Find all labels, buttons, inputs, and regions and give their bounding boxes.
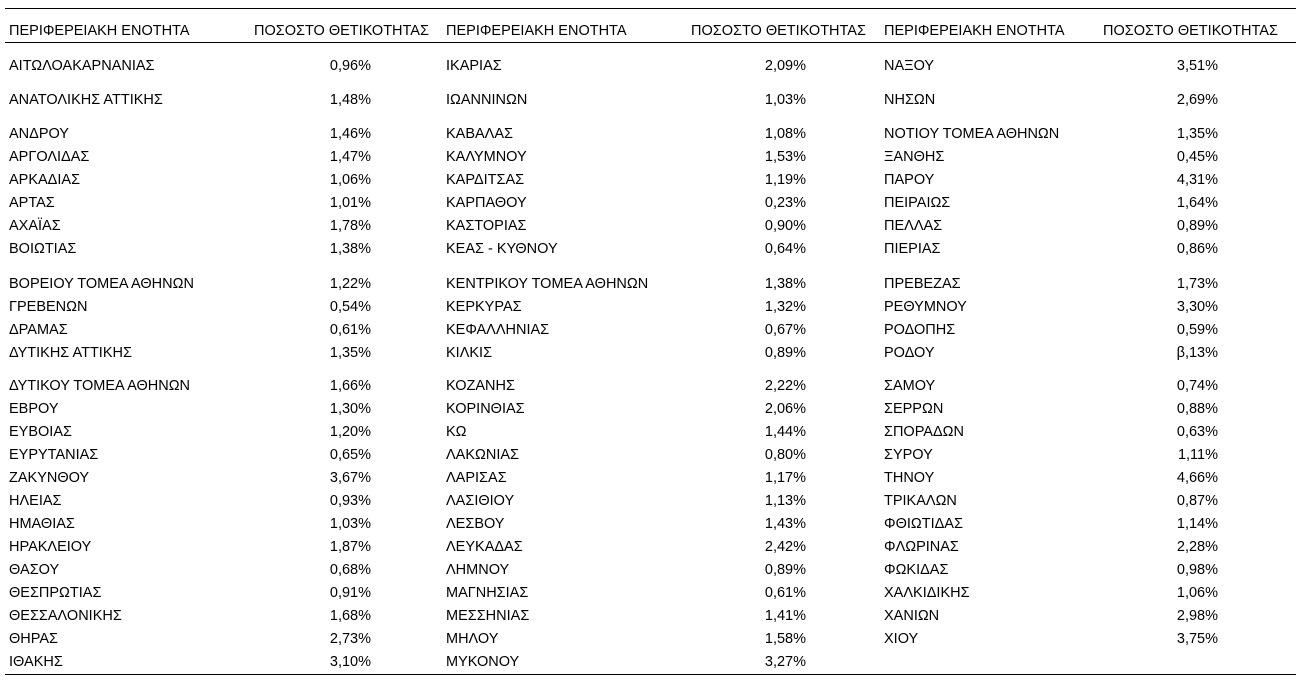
region-name: ΣΑΜΟΥ <box>884 378 936 394</box>
positivity-rate: 0,54% <box>329 299 371 315</box>
region-name: ΗΛΕΙΑΣ <box>9 493 62 509</box>
positivity-rate: 0,91% <box>329 585 371 601</box>
region-name: ΚΕΝΤΡΙΚΟΥ ΤΟΜΕΑ ΑΘΗΝΩΝ <box>446 276 649 292</box>
positivity-rate: 2,06% <box>764 401 806 417</box>
region-name: ΜΗΛΟΥ <box>446 631 499 647</box>
region-name: ΡΟΔΟΥ <box>884 345 935 361</box>
positivity-rate: β,13% <box>1176 345 1218 361</box>
column-header-region: ΠΕΡΙΦΕΡΕΙΑΚΗ ΕΝΟΤΗΤΑ <box>9 23 190 39</box>
positivity-rate: 3,27% <box>764 654 806 670</box>
column-header-region: ΠΕΡΙΦΕΡΕΙΑΚΗ ΕΝΟΤΗΤΑ <box>446 23 627 39</box>
region-name: ΣΥΡΟΥ <box>884 447 933 463</box>
region-name: ΘΗΡΑΣ <box>9 631 58 647</box>
column-header-rate: ΠΟΣΟΣΤΟ ΘΕΤΙΚΟΤΗΤΑΣ <box>691 23 866 39</box>
positivity-rate: 2,42% <box>764 539 806 555</box>
positivity-rate: 0,86% <box>1176 241 1218 257</box>
region-name: ΘΑΣΟΥ <box>9 562 60 578</box>
region-name: ΚΕΑΣ - ΚΥΘΝΟΥ <box>446 241 558 257</box>
positivity-rate: 1,14% <box>1176 516 1218 532</box>
region-name: ΚΑΡΠΑΘΟΥ <box>446 195 527 211</box>
column-header-region: ΠΕΡΙΦΕΡΕΙΑΚΗ ΕΝΟΤΗΤΑ <box>884 23 1065 39</box>
region-name: ΒΟΡΕΙΟΥ ΤΟΜΕΑ ΑΘΗΝΩΝ <box>9 276 194 292</box>
positivity-rate: 0,89% <box>1176 218 1218 234</box>
region-name: ΒΟΙΩΤΙΑΣ <box>9 241 77 257</box>
region-name: ΡΕΘΥΜΝΟΥ <box>884 299 967 315</box>
region-name: ΜΥΚΟΝΟΥ <box>446 654 520 670</box>
positivity-rate: 1,17% <box>764 470 806 486</box>
positivity-rate: 1,03% <box>329 516 371 532</box>
positivity-rate: 1,30% <box>329 401 371 417</box>
positivity-rate: 0,68% <box>329 562 371 578</box>
positivity-rate: 0,59% <box>1176 322 1218 338</box>
region-name: ΕΒΡΟΥ <box>9 401 59 417</box>
positivity-rate: 1,35% <box>329 345 371 361</box>
positivity-rate: 1,47% <box>329 149 371 165</box>
region-name: ΕΥΒΟΙΑΣ <box>9 424 72 440</box>
region-name: ΝΑΞΟΥ <box>884 58 935 74</box>
positivity-rate: 1,19% <box>764 172 806 188</box>
positivity-rate: 1,66% <box>329 378 371 394</box>
positivity-rate: 0,65% <box>329 447 371 463</box>
positivity-rate: 1,73% <box>1176 276 1218 292</box>
top-rule <box>5 8 1296 9</box>
positivity-rate: 3,75% <box>1176 631 1218 647</box>
positivity-rate: 1,87% <box>329 539 371 555</box>
positivity-rate: 0,45% <box>1176 149 1218 165</box>
region-name: ΛΕΣΒΟΥ <box>446 516 505 532</box>
region-name: ΛΑΚΩΝΙΑΣ <box>446 447 520 463</box>
region-name: ΑΡΤΑΣ <box>9 195 55 211</box>
positivity-rate: 1,38% <box>764 276 806 292</box>
bottom-rule <box>5 674 1296 675</box>
region-name: ΝΟΤΙΟΥ ΤΟΜΕΑ ΑΘΗΝΩΝ <box>884 126 1060 142</box>
positivity-rate: 1,78% <box>329 218 371 234</box>
region-name: ΤΗΝΟΥ <box>884 470 935 486</box>
region-name: ΚΙΛΚΙΣ <box>446 345 493 361</box>
positivity-rate: 1,13% <box>764 493 806 509</box>
region-name: ΗΡΑΚΛΕΙΟΥ <box>9 539 92 555</box>
positivity-rate: 0,80% <box>764 447 806 463</box>
region-name: ΗΜΑΘΙΑΣ <box>9 516 75 532</box>
region-name: ΛΑΣΙΘΙΟΥ <box>446 493 515 509</box>
region-name: ΔΥΤΙΚΟΥ ΤΟΜΕΑ ΑΘΗΝΩΝ <box>9 378 191 394</box>
region-name: ΠΕΛΛΑΣ <box>884 218 943 234</box>
positivity-rate: 0,64% <box>764 241 806 257</box>
positivity-rate: 0,74% <box>1176 378 1218 394</box>
region-name: ΠΑΡΟΥ <box>884 172 935 188</box>
region-name: ΑΝΑΤΟΛΙΚΗΣ ΑΤΤΙΚΗΣ <box>9 92 163 108</box>
region-name: ΓΡΕΒΕΝΩΝ <box>9 299 88 315</box>
region-name: ΖΑΚΥΝΘΟΥ <box>9 470 90 486</box>
region-name: ΑΧΑΪΑΣ <box>9 218 61 234</box>
positivity-rate: 0,89% <box>764 562 806 578</box>
positivity-rate: 0,93% <box>329 493 371 509</box>
positivity-rate: 3,10% <box>329 654 371 670</box>
region-name: ΞΑΝΘΗΣ <box>884 149 945 165</box>
positivity-rate: 1,01% <box>329 195 371 211</box>
region-name: ΘΕΣΣΑΛΟΝΙΚΗΣ <box>9 608 122 624</box>
region-name: ΜΑΓΝΗΣΙΑΣ <box>446 585 529 601</box>
region-name: ΧΑΛΚΙΔΙΚΗΣ <box>884 585 970 601</box>
positivity-rate: 1,44% <box>764 424 806 440</box>
positivity-rate: 3,30% <box>1176 299 1218 315</box>
region-name: ΝΗΣΩΝ <box>884 92 936 108</box>
positivity-rate: 1,43% <box>764 516 806 532</box>
region-name: ΚΩ <box>446 424 467 440</box>
positivity-rate: 4,31% <box>1176 172 1218 188</box>
region-name: ΣΠΟΡΑΔΩΝ <box>884 424 964 440</box>
positivity-rate: 1,06% <box>1176 585 1218 601</box>
positivity-rate: 1,58% <box>764 631 806 647</box>
positivity-rate: 1,06% <box>329 172 371 188</box>
region-name: ΕΥΡΥΤΑΝΙΑΣ <box>9 447 99 463</box>
positivity-rate: 3,67% <box>329 470 371 486</box>
positivity-rate: 2,28% <box>1176 539 1218 555</box>
region-name: ΠΕΙΡΑΙΩΣ <box>884 195 951 211</box>
region-name: ΧΙΟΥ <box>884 631 919 647</box>
region-name: ΔΡΑΜΑΣ <box>9 322 68 338</box>
region-name: ΑΙΤΩΛΟΑΚΑΡΝΑΝΙΑΣ <box>9 58 155 74</box>
positivity-rate: 0,90% <box>764 218 806 234</box>
positivity-rate: 2,73% <box>329 631 371 647</box>
positivity-rate: 0,61% <box>329 322 371 338</box>
region-name: ΙΩΑΝΝΙΝΩΝ <box>446 92 528 108</box>
positivity-rate: 3,51% <box>1176 58 1218 74</box>
positivity-rate: 1,11% <box>1177 447 1218 463</box>
region-name: ΔΥΤΙΚΗΣ ΑΤΤΙΚΗΣ <box>9 345 132 361</box>
region-name: ΛΗΜΝΟΥ <box>446 562 510 578</box>
positivity-rate: 2,22% <box>764 378 806 394</box>
positivity-rate: 0,23% <box>764 195 806 211</box>
positivity-rate: 1,35% <box>1176 126 1218 142</box>
region-name: ΡΟΔΟΠΗΣ <box>884 322 956 338</box>
region-name: ΠΡΕΒΕΖΑΣ <box>884 276 961 292</box>
region-name: ΚΟΡΙΝΘΙΑΣ <box>446 401 525 417</box>
positivity-rate: 1,48% <box>329 92 371 108</box>
region-name: ΛΕΥΚΑΔΑΣ <box>446 539 523 555</box>
positivity-rate: 1,38% <box>329 241 371 257</box>
region-name: ΤΡΙΚΑΛΩΝ <box>884 493 957 509</box>
region-name: ΧΑΝΙΩΝ <box>884 608 940 624</box>
positivity-rate: 1,20% <box>329 424 371 440</box>
region-name: ΚΕΦΑΛΛΗΝΙΑΣ <box>446 322 550 338</box>
region-name: ΘΕΣΠΡΩΤΙΑΣ <box>9 585 102 601</box>
positivity-rate: 1,46% <box>329 126 371 142</box>
positivity-rate: 2,69% <box>1176 92 1218 108</box>
positivity-rate: 4,66% <box>1176 470 1218 486</box>
positivity-rate: 0,89% <box>764 345 806 361</box>
region-name: ΙΚΑΡΙΑΣ <box>446 58 502 74</box>
region-name: ΜΕΣΣΗΝΙΑΣ <box>446 608 530 624</box>
region-name: ΑΡΓΟΛΙΔΑΣ <box>9 149 90 165</box>
region-name: ΦΘΙΩΤΙΔΑΣ <box>884 516 963 532</box>
column-header-rate: ΠΟΣΟΣΤΟ ΘΕΤΙΚΟΤΗΤΑΣ <box>254 23 429 39</box>
region-name: ΠΙΕΡΙΑΣ <box>884 241 941 257</box>
positivity-rate: 1,32% <box>764 299 806 315</box>
positivity-rate: 1,22% <box>329 276 371 292</box>
positivity-rate: 1,68% <box>329 608 371 624</box>
positivity-rate: 0,67% <box>764 322 806 338</box>
region-name: ΦΛΩΡΙΝΑΣ <box>884 539 959 555</box>
region-name: ΚΑΣΤΟΡΙΑΣ <box>446 218 527 234</box>
region-name: ΚΑΒΑΛΑΣ <box>446 126 514 142</box>
region-name: ΣΕΡΡΩΝ <box>884 401 944 417</box>
region-name: ΛΑΡΙΣΑΣ <box>446 470 507 486</box>
positivity-rate: 1,64% <box>1176 195 1218 211</box>
positivity-rate: 0,96% <box>329 58 371 74</box>
region-name: ΚΟΖΑΝΗΣ <box>446 378 515 394</box>
header-rule <box>5 42 1296 43</box>
positivity-rate: 0,98% <box>1176 562 1218 578</box>
positivity-rate: 0,61% <box>764 585 806 601</box>
positivity-rate: 0,87% <box>1176 493 1218 509</box>
region-name: ΦΩΚΙΔΑΣ <box>884 562 949 578</box>
positivity-rate: 1,53% <box>764 149 806 165</box>
positivity-rate: 0,63% <box>1176 424 1218 440</box>
region-name: ΚΑΡΔΙΤΣΑΣ <box>446 172 525 188</box>
region-name: ΑΝΔΡΟΥ <box>9 126 69 142</box>
region-name: ΙΘΑΚΗΣ <box>9 654 63 670</box>
positivity-rate: 1,03% <box>764 92 806 108</box>
region-name: ΑΡΚΑΔΙΑΣ <box>9 172 81 188</box>
positivity-rate: 1,41% <box>764 608 806 624</box>
positivity-rate: 2,98% <box>1176 608 1218 624</box>
positivity-rate: 0,88% <box>1176 401 1218 417</box>
region-name: ΚΕΡΚΥΡΑΣ <box>446 299 522 315</box>
positivity-rate: 2,09% <box>764 58 806 74</box>
column-header-rate: ΠΟΣΟΣΤΟ ΘΕΤΙΚΟΤΗΤΑΣ <box>1103 23 1278 39</box>
region-name: ΚΑΛΥΜΝΟΥ <box>446 149 527 165</box>
positivity-rate: 1,08% <box>764 126 806 142</box>
